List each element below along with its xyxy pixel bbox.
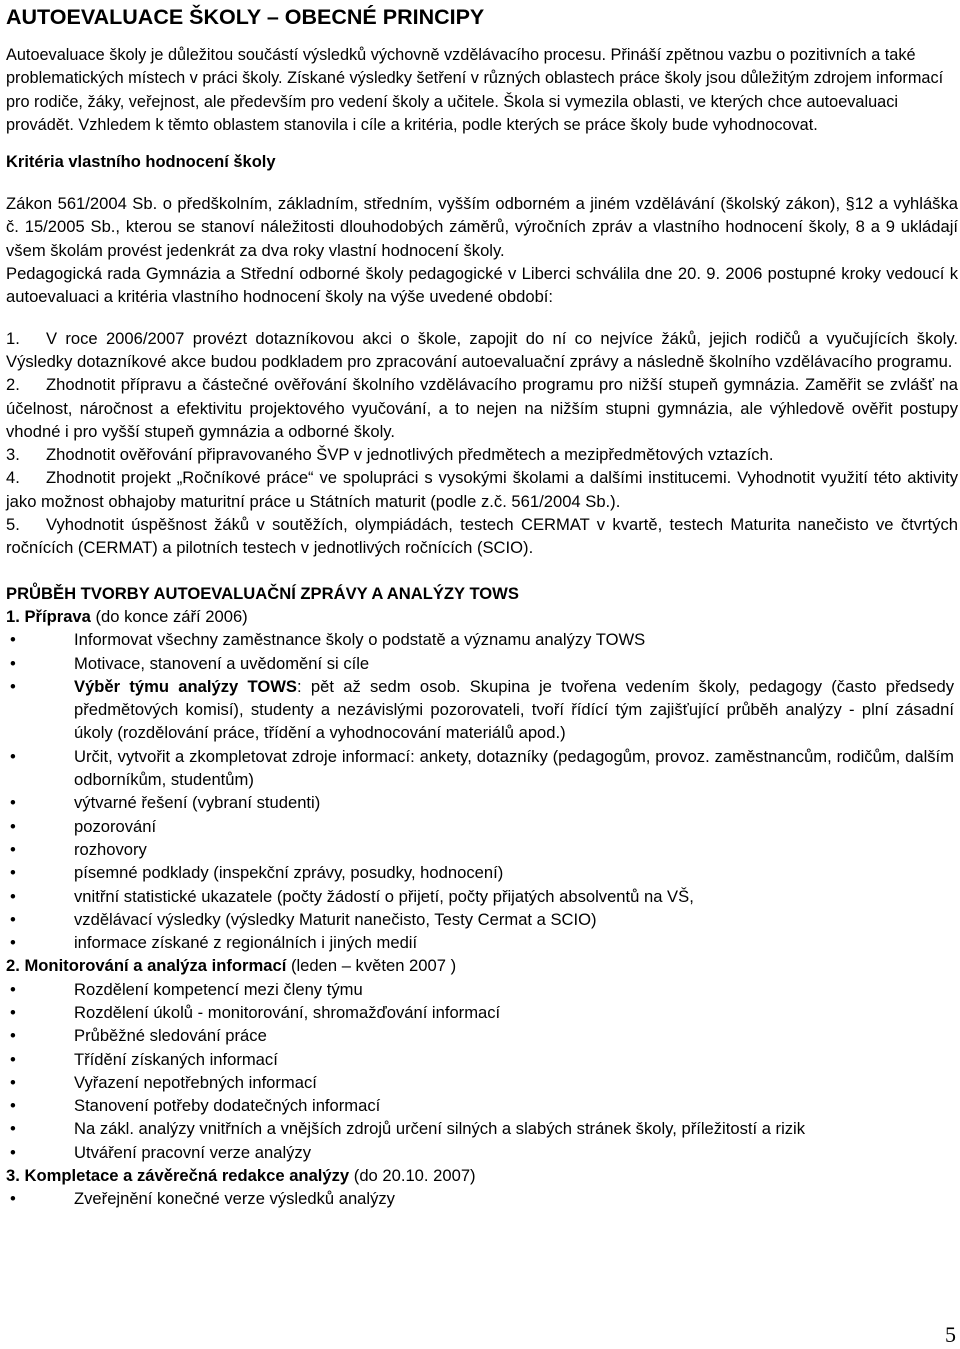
document-page xyxy=(6,4,958,1211)
bullet-item xyxy=(6,1071,958,1094)
step-item xyxy=(6,466,958,513)
bullet-icon: • xyxy=(10,909,16,929)
bullet-item xyxy=(6,675,958,745)
bullet-text: výtvarné řešení (vybraní studenti) xyxy=(74,793,321,813)
step-number: 5. xyxy=(6,515,20,535)
bullet-icon: • xyxy=(10,933,16,953)
bullet-icon: • xyxy=(10,816,16,836)
phase1-list xyxy=(6,628,958,954)
phase3-label: Kompletace a závěrečná redakce analýzy xyxy=(24,1166,350,1186)
phase3-heading xyxy=(6,1164,958,1187)
bullet-item xyxy=(6,652,958,675)
bullet-item xyxy=(6,838,958,861)
bullet-icon: • xyxy=(10,746,16,766)
bullet-item xyxy=(6,861,958,884)
bullet-text: Zveřejnění konečné verze výsledků analýzy xyxy=(74,1189,395,1209)
bullet-item xyxy=(6,1001,958,1024)
bullet-icon: • xyxy=(10,863,16,883)
step-number: 3. xyxy=(6,445,20,465)
bullet-text: Informovat všechny zaměstnance školy o podstatě a významu analýzy TOWS xyxy=(74,630,646,650)
bullet-icon: • xyxy=(10,1072,16,1092)
bullet-icon: • xyxy=(10,793,16,813)
step-item xyxy=(6,327,958,374)
bullet-item xyxy=(6,1187,958,1210)
bullet-icon: • xyxy=(10,979,16,999)
bullet-item xyxy=(6,885,958,908)
bullet-text: informace získané z regionálních i jiných medií xyxy=(74,933,418,953)
step-number: 2. xyxy=(6,375,20,395)
bullet-text: vnitřní statistické ukazatele (počty žádostí o přijetí, počty přijatých absolventů na VŠ, xyxy=(74,886,694,906)
step-text: Zhodnotit přípravu a částečné ověřování školního vzdělávacího programu pro nižší stupeň gymnázia. Zaměřit se zvlášť na účelnost, náročnost a efektivitu projektového vyučování, a to nejen na nižším stupni gymnázia, ale výhledově ověřit postupy vhodné i pro vyšší stupeň gymnázia a odborné školy. xyxy=(6,375,958,441)
bullet-icon: • xyxy=(10,1189,16,1209)
phase3-list xyxy=(6,1187,958,1210)
step-item xyxy=(6,513,958,560)
step-text: V roce 2006/2007 provézt dotazníkovou akci o škole, zapojit do ní co nejvíce žáků, jejich rodičů a vyučujících školy. Výsledky dotazníkové akce budou podkladem pro zpracování autoevaluační zprávy a následně školního vzdělávacího programu. xyxy=(6,328,958,371)
bullet-icon: • xyxy=(10,653,16,673)
bullet-item xyxy=(6,815,958,838)
bullet-text: vzdělávací výsledky (výsledky Maturit nanečisto, Testy Cermat a SCIO) xyxy=(74,909,597,929)
bullet-icon: • xyxy=(10,1119,16,1139)
intro-paragraph: Autoevaluace školy je důležitou součástí výsledků výchovně vzdělávacího procesu. Přináší zpětnou vazbu o pozitivních a také problematických místech v práci školy. Získané výsledky šetření v různých oblastech práce školy jsou důležitým zdrojem informací pro rodiče, žáky, veřejnost, ale především pro vedení školy a učitele. Škola si vymezila oblasti, ve kterých chce autoevaluaci provádět. Vzhledem k těmto oblastem stanovila i cíle a kritéria, podle kterých se práce školy bude vyhodnocovat. xyxy=(6,46,944,134)
bullet-icon: • xyxy=(10,1026,16,1046)
bullet-text: Stanovení potřeby dodatečných informací xyxy=(74,1096,381,1116)
bullet-icon: • xyxy=(10,1049,16,1069)
phase1-number: 1. xyxy=(6,606,20,626)
bullet-text: Motivace, stanovení a uvědomění si cíle xyxy=(74,653,370,673)
law-paragraph: Zákon 561/2004 Sb. o předškolním, základním, středním, vyšším odborném a jiném vzdělávání (školský zákon), §12 a vyhláška č. 15/2005 Sb., kterou se stanoví náležitosti dlouhodobých záměrů, výročních zpráv a vlastního hodnocení školy, 8 a 9 ukládají všem školám provést jedenkrát za dva roky vlastní hodnocení školy. xyxy=(6,194,958,260)
phase1-label: Příprava xyxy=(24,606,91,626)
bullet-text: pozorování xyxy=(74,816,157,836)
bullet-item xyxy=(6,931,958,954)
steps-list xyxy=(6,327,958,560)
bullet-text: Rozdělení úkolů - monitorování, shromažďování informací xyxy=(74,1002,501,1022)
phase2-number: 2. xyxy=(6,956,20,976)
bullet-item xyxy=(6,628,958,651)
bullet-text: Na zákl. analýzy vnitřních a vnějších zdrojů určení silných a slabých stránek školy, příležitostí a rizik xyxy=(74,1119,806,1139)
phase1-heading xyxy=(6,605,958,628)
bullet-icon: • xyxy=(10,676,16,696)
step-number: 1. xyxy=(6,328,20,348)
bullet-text: Průběžné sledování práce xyxy=(74,1026,267,1046)
phase2-heading xyxy=(6,954,958,977)
bullet-item xyxy=(6,1094,958,1117)
page-title: AUTOEVALUACE ŠKOLY – OBECNÉ PRINCIPY xyxy=(6,5,485,29)
bullet-text: Vyřazení nepotřebných informací xyxy=(74,1072,317,1092)
process-heading: PRŮBĚH TVORBY AUTOEVALUAČNÍ ZPRÁVY A ANALÝZY TOWS xyxy=(6,583,519,603)
bullet-bold-text: Výběr týmu analýzy TOWS xyxy=(74,676,297,696)
bullet-icon: • xyxy=(10,1142,16,1162)
step-text: Vyhodnotit úspěšnost žáků v soutěžích, olympiádách, testech CERMAT v kvartě, testech Maturita nanečisto ve čtvrtých ročnících (CERMAT) a pilotních testech v jednotlivých ročnících (SCIO). xyxy=(6,515,958,558)
step-item xyxy=(6,443,958,466)
step-item xyxy=(6,373,958,443)
bullet-icon: • xyxy=(10,1096,16,1116)
phase1-note: (do konce září 2006) xyxy=(95,606,248,626)
bullet-item xyxy=(6,1048,958,1071)
phase3-note: (do 20.10. 2007) xyxy=(353,1166,476,1186)
step-text: Zhodnotit projekt „Ročníkové práce“ ve spolupráci s vysokými školami a dalšími institucemi. Vyhodnotit využití této aktivity jako možnost obhajoby maturitní práce u Státních maturit (podle z.č. 561/2004 Sb.). xyxy=(6,468,958,511)
bullet-icon: • xyxy=(10,839,16,859)
bullet-item xyxy=(6,908,958,931)
bullet-item xyxy=(6,1141,958,1164)
page-number: 5 xyxy=(945,1322,956,1347)
bullet-text: Třídění získaných informací xyxy=(74,1049,278,1069)
phase2-note: (leden – květen 2007 ) xyxy=(290,956,457,976)
step-text: Zhodnotit ověřování připravovaného ŠVP v jednotlivých předmětech a mezipředmětových vztazích. xyxy=(46,445,774,465)
bullet-icon: • xyxy=(10,1002,16,1022)
bullet-item xyxy=(6,1117,958,1140)
phase2-label: Monitorování a analýza informací xyxy=(24,956,287,976)
bullet-item xyxy=(6,791,958,814)
bullet-item xyxy=(6,1024,958,1047)
bullet-text: Utváření pracovní verze analýzy xyxy=(74,1142,312,1162)
bullet-item xyxy=(6,978,958,1001)
council-paragraph: Pedagogická rada Gymnázia a Střední odborné školy pedagogické v Liberci schválila dne 20. 9. 2006 postupné kroky vedoucí k autoevaluaci a kritéria vlastního hodnocení školy na výše uvedené období: xyxy=(6,264,958,307)
phase2-list xyxy=(6,978,958,1164)
phase3-number: 3. xyxy=(6,1166,20,1186)
bullet-item xyxy=(6,745,958,792)
bullet-icon: • xyxy=(10,886,16,906)
bullet-icon: • xyxy=(10,630,16,650)
criteria-heading: Kritéria vlastního hodnocení školy xyxy=(6,153,276,172)
bullet-text: : pět až sedm osob. Skupina je tvořena vedením školy, pedagogy (často předsedy předmětových komisí), studenty a nezávislými pozorovateli, tvoří řídící tým zajišťující průběh analýzy - plní zásadní úkoly (rozdělování práce, třídění a vyhodnocování materiálů apod.) xyxy=(74,676,954,743)
bullet-text: Rozdělení kompetencí mezi členy týmu xyxy=(74,979,363,999)
step-number: 4. xyxy=(6,468,20,488)
bullet-text: rozhovory xyxy=(74,839,147,859)
bullet-text: písemné podklady (inspekční zprávy, posudky, hodnocení) xyxy=(74,863,504,883)
bullet-text: Určit, vytvořit a zkompletovat zdroje informací: ankety, dotazníky (pedagogům, provoz. zaměstnancům, rodičům, dalším odborníkům, studentům) xyxy=(74,746,954,790)
